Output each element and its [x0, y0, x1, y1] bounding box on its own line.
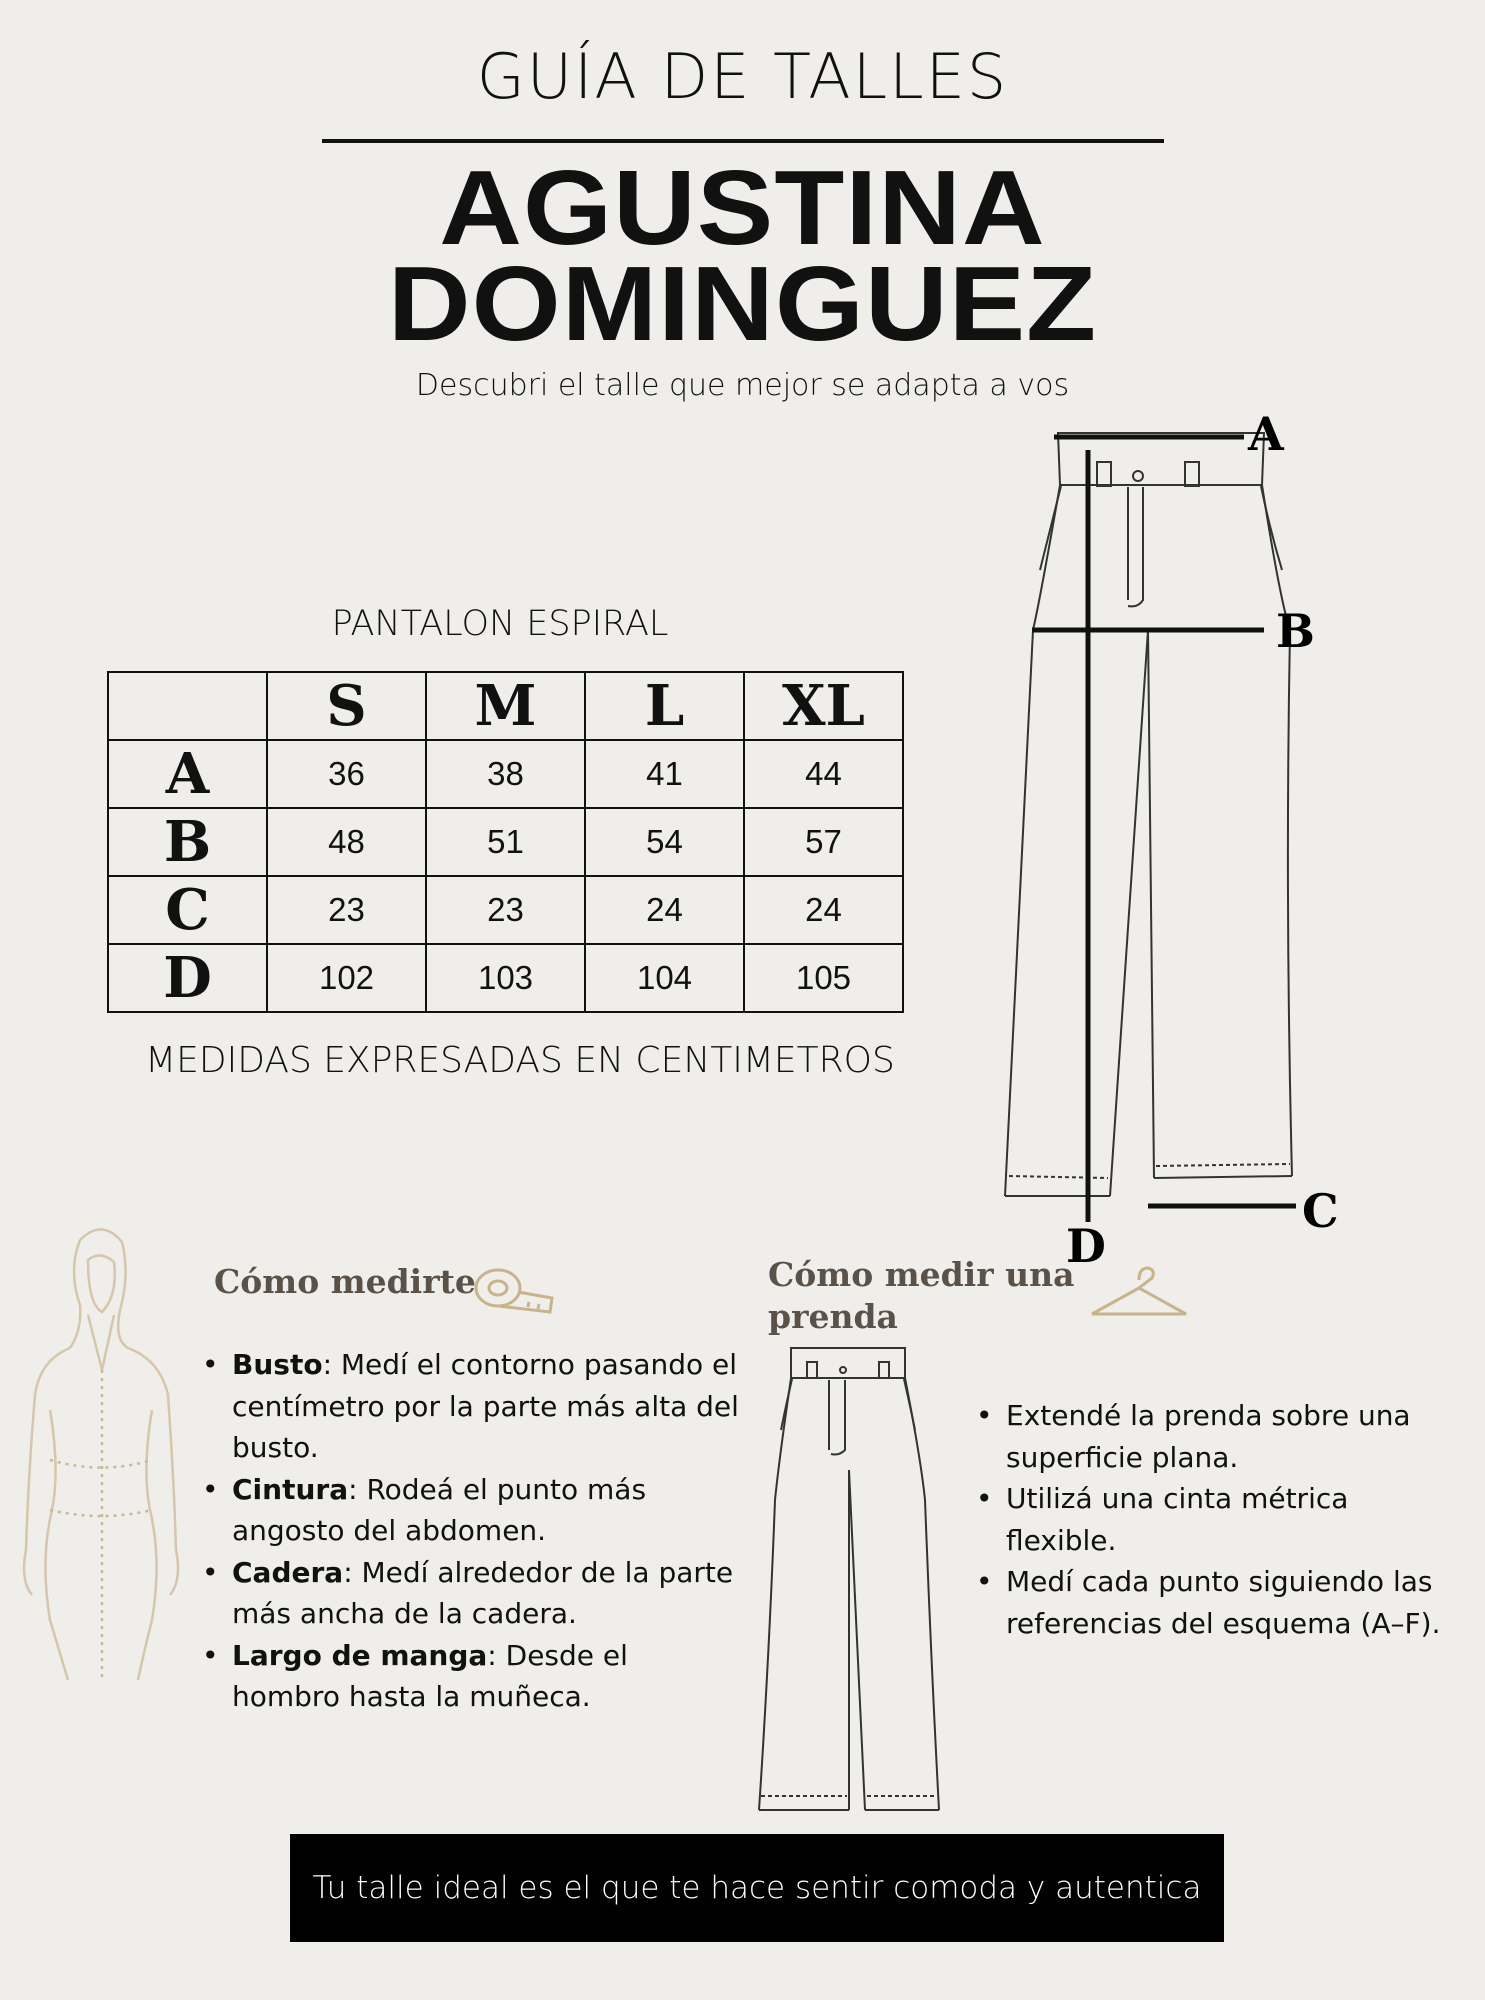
list-item-text: : Medí el contorno pasando el centímetro por la parte más alta del busto. [232, 1348, 739, 1464]
table-cell: 23 [426, 876, 585, 944]
units-note: MEDIDAS EXPRESADAS EN CENTIMETROS [145, 1040, 895, 1081]
size-table-header-row [108, 672, 903, 740]
size-header-s: S [267, 672, 426, 740]
table-cell: 41 [585, 740, 744, 808]
diagram-label-b: B [1276, 604, 1315, 658]
hanger-icon [1084, 1262, 1194, 1322]
list-item-text: : Rodeá el punto más angosto del abdomen. [232, 1472, 647, 1547]
table-cell: 36 [267, 740, 426, 808]
list-item-term: Busto [232, 1348, 323, 1381]
garment-title-line-1: Cómo medir una [768, 1255, 1075, 1294]
footer-banner [290, 1834, 1224, 1942]
list-item: • Medí cada punto siguiendo las referencias del esquema (A–F). [976, 1561, 1456, 1644]
table-cell: 24 [744, 876, 903, 944]
garment-title-line-2: prenda [768, 1297, 898, 1336]
how-to-measure-garment-title [768, 1254, 1074, 1338]
body-figure-illustration [10, 1220, 195, 1690]
pants-measurement-diagram [990, 400, 1360, 1280]
list-item-term: Largo de manga [232, 1638, 488, 1672]
brand-line-1: AGUSTINA [439, 149, 1046, 267]
how-to-measure-garment-list [976, 1395, 1456, 1644]
size-table-row [108, 808, 903, 876]
product-name: PANTALON ESPIRAL [331, 604, 669, 644]
list-item-text: : Desde el hombro hasta la muñeca. [232, 1638, 628, 1713]
size-table-row [108, 876, 903, 944]
table-cell: 103 [426, 944, 585, 1012]
guide-title: GUÍA DE TALLES [476, 40, 1009, 113]
table-cell: 57 [744, 808, 903, 876]
measuring-tape-icon [470, 1262, 560, 1322]
footer-banner-text: Tu talle ideal es el que te hace sentir comoda y autentica [312, 1870, 1202, 1906]
size-header-l: L [585, 672, 744, 740]
brand-line-2: DOMINGUEZ [387, 245, 1098, 363]
list-item [202, 1552, 742, 1635]
list-item [202, 1635, 742, 1718]
table-cell: 44 [744, 740, 903, 808]
diagram-label-a: A [1248, 407, 1284, 461]
size-header-xl: XL [744, 672, 903, 740]
size-table-row [108, 944, 903, 1012]
brand-name [0, 149, 1485, 363]
table-cell: 54 [585, 808, 744, 876]
list-item-text: : Medí alrededor de la parte más ancha de la cadera. [232, 1555, 734, 1630]
row-label-d: D [108, 944, 267, 1012]
table-cell: 51 [426, 808, 585, 876]
row-label-b: B [108, 808, 267, 876]
table-cell: 104 [585, 944, 744, 1012]
subtitle: Descubri el talle que mejor se adapta a vos [415, 368, 1070, 403]
size-table-corner [108, 672, 267, 740]
table-cell: 38 [426, 740, 585, 808]
diagram-label-c: C [1302, 1184, 1339, 1238]
table-cell: 24 [585, 876, 744, 944]
list-item: • Utilizá una cinta métrica flexible. [976, 1478, 1456, 1561]
list-item-term: Cadera [232, 1555, 344, 1589]
title-divider [322, 139, 1164, 143]
garment-pants-illustration [755, 1340, 945, 1820]
row-label-a: A [108, 740, 267, 808]
row-label-c: C [108, 876, 267, 944]
table-cell: 48 [267, 808, 426, 876]
how-to-measure-title: Cómo medirte [214, 1262, 476, 1301]
list-item-term: Cintura [232, 1472, 349, 1506]
diagram-label-d: D [1066, 1219, 1106, 1273]
size-table-row [108, 740, 903, 808]
size-header-m: M [426, 672, 585, 740]
size-table [107, 671, 904, 1013]
table-cell: 102 [267, 944, 426, 1012]
list-item: • Extendé la prenda sobre una superficie plana. [976, 1395, 1456, 1478]
how-to-measure-list [202, 1344, 742, 1718]
table-cell: 23 [267, 876, 426, 944]
table-cell: 105 [744, 944, 903, 1012]
list-item [202, 1469, 742, 1552]
list-item [202, 1344, 742, 1469]
